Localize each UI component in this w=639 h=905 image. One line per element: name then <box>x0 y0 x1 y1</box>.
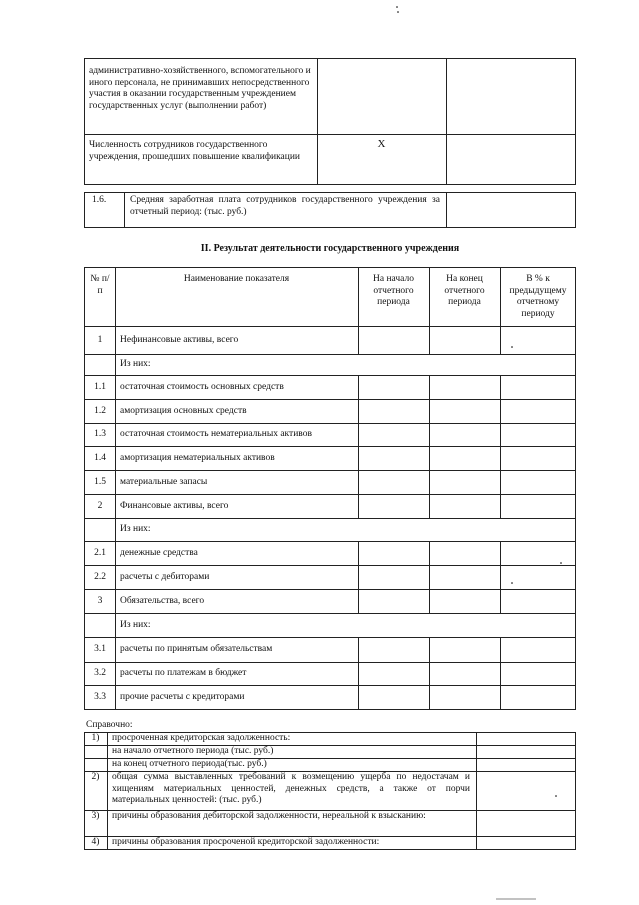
table-row-num: 2.2 <box>94 571 106 582</box>
reference-row-num: 1) <box>91 733 100 743</box>
table-row-num: 1.2 <box>94 405 106 416</box>
table-row-name: Из них: <box>120 524 151 534</box>
row-1-6-text: Средняя заработная плата сотрудников государственного учреждения за отчетный период: (тыс. руб.) <box>130 195 440 217</box>
reference-row-num: 4) <box>91 837 100 847</box>
table-row-name: амортизация нематериальных активов <box>120 452 275 463</box>
scan-speck <box>511 582 513 584</box>
row-1-6-divider-2 <box>446 192 447 228</box>
top-table-row-2-text: Численность сотрудников государственного учреждения, прошедших повышение квалификации <box>89 140 301 162</box>
row-1-6-divider-1 <box>124 192 125 228</box>
main-table-row-divider <box>84 470 576 471</box>
table-row-num: 1 <box>97 334 103 345</box>
main-table-col-divider-pct <box>500 267 501 710</box>
header-name: Наименование показателя <box>183 274 290 284</box>
main-table-row-divider <box>84 589 576 590</box>
table-row-name: Нефинансовые активы, всего <box>120 334 239 345</box>
section-title: II. Результат деятельности государственного учреждения <box>200 243 460 254</box>
main-table-row-divider <box>84 399 576 400</box>
table-row-name: остаточная стоимость нематериальных активов <box>120 429 312 439</box>
top-table-col-divider-1 <box>317 58 318 185</box>
main-table-row-divider <box>84 685 576 686</box>
main-table-row-divider <box>84 423 576 424</box>
header-start: На начало отчетного периода <box>373 274 414 307</box>
table-row-num: 1.5 <box>94 476 106 487</box>
main-table-row-divider <box>84 541 576 542</box>
top-table-row-2-mark: X <box>377 138 386 150</box>
top-table-row-divider <box>84 134 576 135</box>
reference-label: Справочно: <box>86 720 133 730</box>
main-table-row-divider <box>84 326 576 327</box>
scan-speck <box>560 562 562 564</box>
table-row-num: 3 <box>97 595 103 606</box>
row-1-6-num: 1.6. <box>92 195 107 205</box>
table-row-name: прочие расчеты с кредиторами <box>120 692 245 702</box>
table-row-num: 3.3 <box>94 692 106 702</box>
table-row-num: 1.4 <box>94 452 106 463</box>
reference-col-divider-1 <box>107 732 108 850</box>
reference-col-divider-2 <box>476 732 477 850</box>
scan-speck <box>396 6 398 8</box>
table-row-name: расчеты по принятым обязательствам <box>120 644 273 654</box>
top-table-row-1-text: административно-хозяйственного, вспомогательного и иного персонала, не принимавших непосредственного участия в оказании государственным учреждением государственных услуг (выполнении работ) <box>89 66 311 111</box>
main-table-col-divider-start <box>358 267 359 710</box>
reference-row-num: 3) <box>91 811 100 821</box>
table-row-num: 1.3 <box>94 429 106 439</box>
table-row-num: 1.1 <box>94 381 106 392</box>
main-table-col-divider-end <box>429 267 430 710</box>
table-row-name: Из них: <box>120 619 151 630</box>
header-pct: В % к предыдущему отчетному периоду <box>509 274 567 319</box>
main-table-row-divider <box>84 565 576 566</box>
main-table-row-divider <box>84 494 576 495</box>
top-table-col-divider-2 <box>446 58 447 185</box>
scan-artifact <box>496 898 536 900</box>
scan-speck <box>397 11 399 13</box>
table-row-name: Финансовые активы, всего <box>120 500 229 511</box>
table-row-name: амортизация основных средств <box>120 405 247 416</box>
table-row-name: денежные средства <box>120 547 198 558</box>
reference-row-text: причины образования просроченой кредиторской задолженности: <box>112 837 380 847</box>
table-row-name: материальные запасы <box>120 476 208 487</box>
table-row-num: 3.1 <box>94 644 106 654</box>
table-row-name: расчеты по платежам в бюджет <box>120 668 247 678</box>
table-row-name: Обязательства, всего <box>120 595 205 606</box>
main-table-row-divider <box>84 375 576 376</box>
table-row-name: расчеты с дебиторами <box>120 571 210 582</box>
table-row-name: остаточная стоимость основных средств <box>120 381 284 392</box>
header-end: На конец отчетного периода <box>444 274 485 307</box>
scan-speck <box>511 346 513 348</box>
reference-row-text: причины образования дебиторской задолженности, нереальной к взысканию: <box>112 811 426 821</box>
main-table-row-divider <box>84 662 576 663</box>
table-row-num: 3.2 <box>94 668 106 678</box>
reference-row-text: на конец отчетного периода(тыс. руб.) <box>112 759 267 769</box>
reference-row-num: 2) <box>91 772 100 782</box>
main-table-row-divider <box>84 446 576 447</box>
table-row-num: 2.1 <box>94 547 106 558</box>
table-row-name: Из них: <box>120 359 151 369</box>
reference-row-text: общая сумма выставленных требований к возмещению ущерба по недостачам и хищениям материальных ценностей, денежных средств, а также от порчи материальных ценностей: (тыс. руб.) <box>112 772 470 805</box>
scan-speck <box>555 795 557 797</box>
reference-row-text: на начало отчетного периода (тыс. руб.) <box>112 746 274 756</box>
reference-row-text: просроченная кредиторская задолженность: <box>112 733 291 743</box>
main-table-col-divider-num <box>115 267 116 710</box>
header-num: № п/п <box>90 274 110 296</box>
main-table-row-divider <box>84 637 576 638</box>
table-row-num: 2 <box>97 500 103 511</box>
